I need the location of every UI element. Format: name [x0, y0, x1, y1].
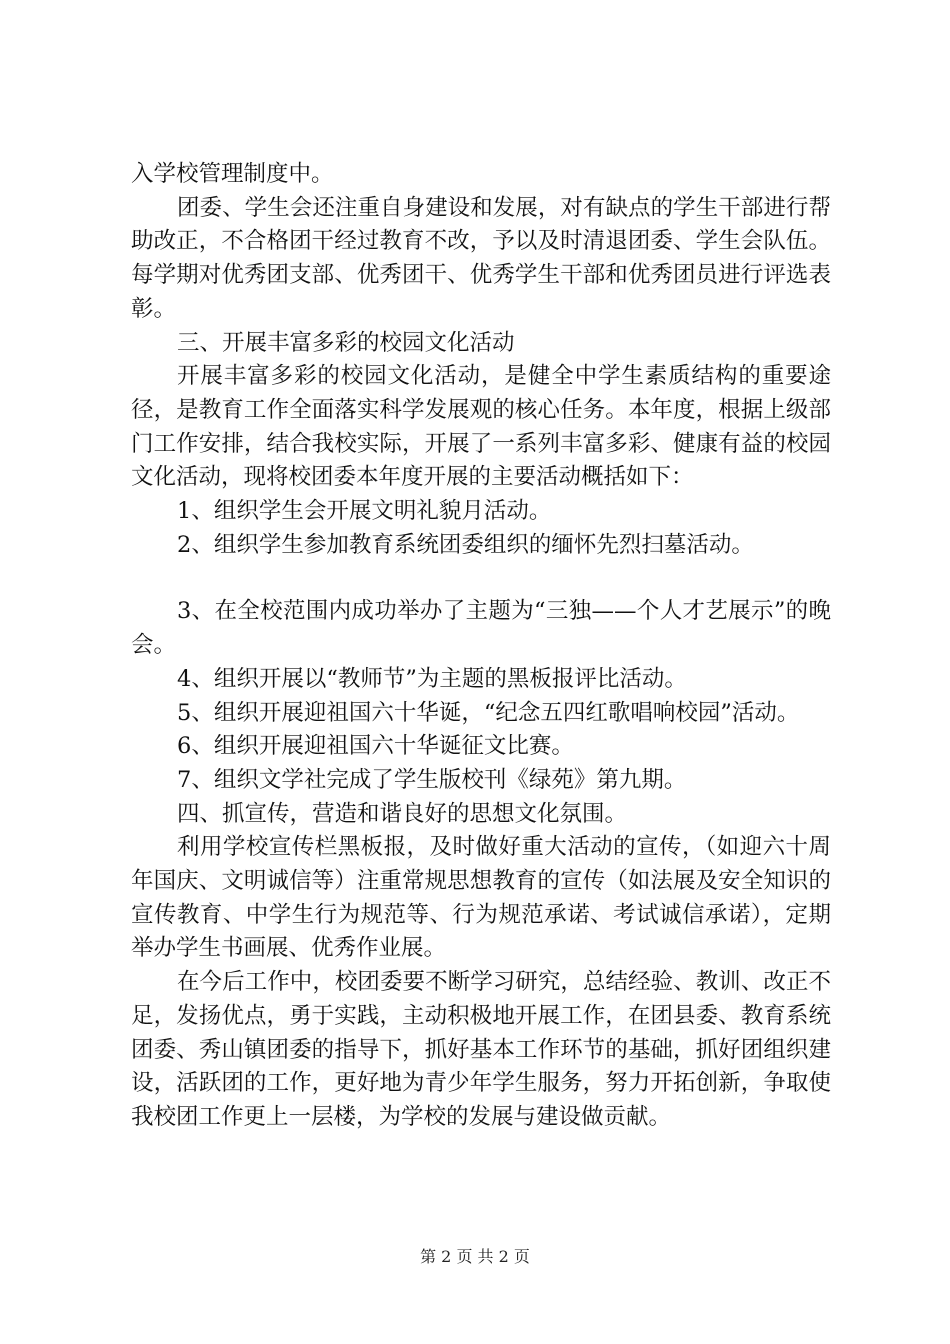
page-number-footer: 第 2 页 共 2 页 — [420, 1247, 530, 1266]
section-heading: 四、抓宣传，营造和谐良好的思想文化氛围。 — [177, 800, 628, 827]
document-body — [131, 158, 831, 1135]
list-item: 5、组织开展迎祖国六十华诞，“纪念五四红歌唱响校园”活动。 — [177, 699, 800, 726]
list-item: 4、组织开展以“教师节”为主题的黑板报评比活动。 — [177, 665, 687, 692]
paragraph: 团委、学生会还注重自身建设和发展，对有缺点的学生干部进行帮助改正，不合格团干经过教育不改，予以及时清退团委、学生会队伍。每学期对优秀团支部、优秀团干、优秀学生干部和优秀团员进行评选表彰。 — [131, 194, 831, 322]
paragraph: 利用学校宣传栏黑板报，及时做好重大活动的宣传，（如迎六十周年国庆、文明诚信等）注重常规思想教育的宣传（如法展及安全知识的宣传教育、中学生行为规范等、行为规范承诺、考试诚信承诺），定期举办学生书画展、优秀作业展。 — [131, 834, 831, 962]
list-item: 2、组织学生参加教育系统团委组织的缅怀先烈扫墓活动。 — [177, 531, 754, 558]
list-item: 1、组织学生会开展文明礼貌月活动。 — [177, 498, 552, 525]
section-heading: 三、开展丰富多彩的校园文化活动 — [177, 329, 515, 356]
list-item: 3、在全校范围内成功举办了主题为“三独——个人才艺展示”的晚会。 — [131, 598, 831, 659]
list-item: 7、组织文学社完成了学生版校刊《绿苑》第九期。 — [177, 766, 687, 793]
paragraph: 开展丰富多彩的校园文化活动，是健全中学生素质结构的重要途径，是教育工作全面落实科学发展观的核心任务。本年度，根据上级部门工作安排，结合我校实际，开展了一系列丰富多彩、健康有益的校园文化活动，现将校团委本年度开展的主要活动概括如下： — [131, 363, 831, 491]
paragraph-continuation: 入学校管理制度中。 — [131, 161, 334, 187]
list-item: 6、组织开展迎祖国六十华诞征文比赛。 — [177, 733, 574, 760]
paragraph: 在今后工作中，校团委要不断学习研究，总结经验、教训、改正不足，发扬优点，勇于实践，主动积极地开展工作，在团县委、教育系统团委、秀山镇团委的指导下，抓好基本工作环节的基础，抓好团组织建设，活跃团的工作，更好地为青少年学生服务，努力开拓创新，争取使我校团工作更上一层楼，为学校的发展与建设做贡献。 — [131, 969, 831, 1130]
